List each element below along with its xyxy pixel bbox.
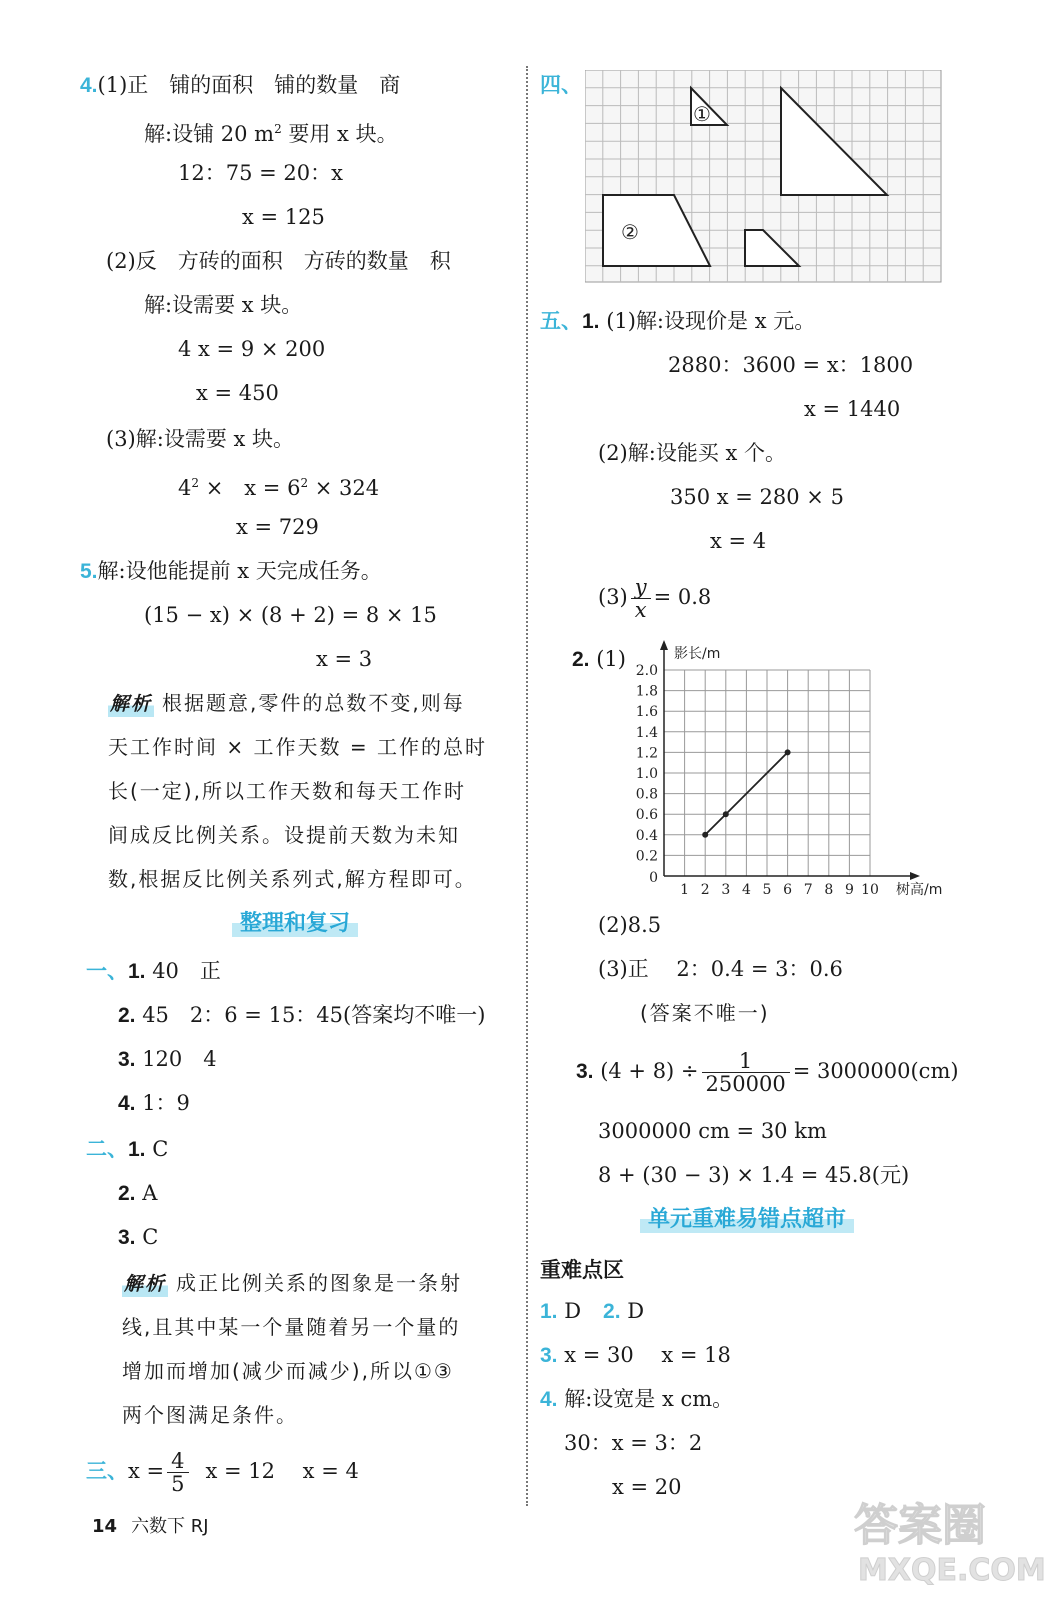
q4-part3-equation [178, 470, 379, 501]
q4-part2-equation: 4 x = 9 × 200 [178, 337, 326, 361]
key-q1-number: 1. [540, 1300, 558, 1323]
data-point [723, 811, 729, 817]
sec1-item3-text: 120 4 [135, 1047, 217, 1071]
key-q2-answer: D [620, 1299, 645, 1323]
origin-label: 0 [649, 870, 658, 886]
sec5-q3-number: 3. [576, 1060, 594, 1083]
sec5-q3-line2: 3000000 cm = 30 km [598, 1119, 827, 1143]
sec3-line [86, 1448, 359, 1495]
shadow-length-chart [620, 640, 960, 900]
triangle-1-label: ① [693, 102, 711, 126]
key-area-line1 [540, 1298, 644, 1325]
sec1-item2-text: 45 2：6 = 15：45(答案均不唯一) [135, 1003, 486, 1027]
review-section-title: 整理和复习 [232, 906, 358, 937]
q5-setup-text: 解:设他能提前 x 天完成任务。 [97, 559, 382, 583]
sec2-item2-num: 2. [118, 1182, 136, 1205]
sec3-a: x = [128, 1459, 165, 1483]
y-axis-arrow [660, 640, 668, 650]
x-tick-label: 3 [721, 882, 731, 898]
jiexi1-tag: 解析 [110, 693, 153, 715]
sec1-item3-num: 3. [118, 1048, 136, 1071]
sec5-q3-line3: 8 + (30 − 3) × 1.4 = 45.8(元) [598, 1163, 910, 1187]
x-tick-label: 10 [861, 882, 879, 898]
q4-part3-eq-sup2: 2 [300, 476, 309, 490]
y-tick-label: 0.6 [635, 807, 658, 824]
q4-part1-text: (1)正 铺的面积 铺的数量 商 [97, 73, 401, 97]
sec4-number [540, 72, 582, 99]
key-area-line3 [540, 1386, 733, 1413]
sec5-q1-part1-setup: (1)解:设现价是 x 元。 [599, 309, 816, 333]
sec5-q1-part2-setup: (2)解:设能买 x 个。 [598, 441, 787, 465]
q4-part3-eq-c: × x = 6 [199, 476, 301, 500]
q4-part3-answer: x = 729 [236, 515, 319, 539]
sec5-q3-frac-num: 1 [702, 1050, 790, 1073]
sec3-b: x = 12 x = 4 [205, 1459, 359, 1483]
column-divider [526, 66, 528, 1506]
sec5-q1-number: 1. [582, 310, 600, 333]
watermark-text1: 答案圈 [854, 1500, 986, 1551]
y-tick-label: 1.4 [635, 724, 658, 741]
jiexi1-line4: 间成反比例关系。设提前天数为未知 [108, 823, 460, 847]
sec5-q2-part3: (3)正 2：0.4 = 3：0.6 [598, 957, 843, 981]
jiexi2-line4: 两个图满足条件。 [122, 1403, 298, 1427]
y-tick-label: 1.2 [635, 745, 658, 762]
q4-part1-setup-b: 要用 x 块。 [281, 122, 398, 146]
key-q3-answer: x = 30 x = 18 [557, 1343, 731, 1367]
q4-part3-setup: (3)解:设需要 x 块。 [106, 427, 295, 451]
y-tick-label: 1.8 [635, 683, 658, 700]
q4-part1-answer: x = 125 [242, 205, 325, 229]
data-point [785, 749, 791, 755]
watermark-text2: MXQE.COM [858, 1553, 1046, 1588]
q4-part2-answer: x = 450 [196, 381, 279, 405]
sec4-number-text: 四、 [540, 74, 582, 97]
sec2-item2-text: A [135, 1181, 158, 1205]
jiexi2-text1: 成正比例关系的图象是一条射 [176, 1271, 463, 1295]
sec5-q3-a: (4 + 8) ÷ [593, 1059, 699, 1083]
sec5-q3-fraction [702, 1050, 790, 1095]
y-tick-label: 0.2 [635, 848, 658, 865]
x-tick-label: 7 [803, 882, 813, 898]
unit-section-title: 单元重难易错点超市 [640, 1202, 854, 1233]
sec5-q3-b: = 3000000(cm) [792, 1059, 959, 1083]
y-tick-label: 1.0 [635, 766, 658, 782]
sec5-q1-part2-answer: x = 4 [710, 529, 767, 553]
sec1-item1-text: 40 正 [145, 959, 221, 983]
q4-part3-eq-sup1: 2 [191, 476, 200, 490]
sec2-item2 [118, 1180, 157, 1207]
sec2-item3 [118, 1224, 158, 1251]
q4-part1 [80, 72, 400, 99]
q4-part3-eq-e: × 324 [308, 476, 380, 500]
y-tick-label: 0.4 [635, 827, 658, 844]
sec5-q3-frac-den: 250000 [705, 1072, 786, 1096]
sec1-number: 一、 [86, 960, 128, 983]
jiexi2-line3: 增加而增加(减少而减少),所以①③ [122, 1359, 454, 1383]
sec2-item1-num: 1. [128, 1138, 146, 1161]
sec5-q2-number: 2. [572, 648, 590, 671]
sec5-q1-part3 [598, 574, 711, 621]
sec5-q1-part3-label: (3) [598, 585, 628, 609]
jiexi2-line1 [122, 1270, 462, 1297]
q4-number: 4. [80, 74, 98, 97]
q5-number: 5. [80, 560, 98, 583]
jiexi1-text1: 根据题意,零件的总数不变,则每 [162, 691, 465, 715]
sec3-fraction [167, 1450, 188, 1495]
page-number: 14 [92, 1516, 118, 1537]
sec5-q1-part3-den: x [634, 598, 647, 622]
q5-equation: (15 − x) × (8 + 2) = 8 × 15 [144, 603, 437, 627]
q4-part1-setup-a: 解:设铺 20 m [144, 122, 275, 146]
sec1-item2-num: 2. [118, 1004, 136, 1027]
y-tick-label: 2.0 [635, 663, 658, 679]
y-tick-label: 0.8 [635, 786, 658, 803]
sec1-item2 [118, 1002, 485, 1029]
q4-part2-setup: 解:设需要 x 块。 [144, 293, 303, 317]
data-point [702, 832, 708, 838]
q4-part3-eq-a: 4 [178, 476, 192, 500]
sec1-item1 [86, 958, 221, 985]
shape-grid [585, 70, 945, 284]
q5-answer: x = 3 [316, 647, 373, 671]
y-tick-label: 1.6 [635, 704, 658, 721]
q4-part1-equation: 12：75 = 20：x [178, 161, 343, 185]
sec5-q2-part2: (2)8.5 [598, 913, 662, 937]
key-q2-number: 2. [603, 1300, 621, 1323]
sec5-number: 五、 [540, 310, 582, 333]
q4-part1-setup [144, 116, 398, 147]
x-axis-label: 树高/m [896, 882, 943, 898]
sec3-number: 三、 [86, 1460, 128, 1483]
sec5-q1-part1 [540, 308, 815, 335]
sec5-q1-part1-equation: 2880：3600 = x：1800 [668, 353, 914, 377]
sec2-item1-text: C [145, 1137, 169, 1161]
x-tick-label: 8 [824, 882, 834, 898]
x-tick-label: 6 [783, 882, 793, 898]
key-area-line4: 30：x = 3：2 [564, 1431, 703, 1455]
page-footer [92, 1512, 209, 1538]
sec3-frac-num: 4 [167, 1450, 188, 1473]
sec5-q1-part3-num: y [631, 576, 651, 599]
sec5-q1-part3-rest: = 0.8 [653, 585, 712, 609]
sec5-q2-note: (答案不唯一) [640, 1001, 770, 1025]
q5-setup [80, 558, 382, 585]
sec5-q1-part2-equation: 350 x = 280 × 5 [670, 485, 844, 509]
key-area-line5: x = 20 [612, 1475, 682, 1499]
sec2-item3-text: C [135, 1225, 159, 1249]
sec3-frac-den: 5 [171, 1472, 185, 1496]
book-label: 六数下 RJ [131, 1516, 209, 1537]
jiexi1-line3: 长(一定),所以工作天数和每天工作时 [108, 779, 466, 803]
watermark-logo [848, 1488, 1048, 1588]
jiexi1-line1 [108, 690, 465, 717]
key-area-title: 重难点区 [540, 1258, 624, 1282]
key-q3-number: 3. [540, 1344, 558, 1367]
key-q1-answer: D [557, 1299, 582, 1323]
key-q4-setup: 解:设宽是 x cm。 [557, 1387, 734, 1411]
sec1-item3 [118, 1046, 217, 1073]
x-tick-label: 9 [844, 882, 854, 898]
key-q4-number: 4. [540, 1388, 558, 1411]
x-tick-label: 1 [680, 882, 690, 898]
sec1-item4 [118, 1090, 190, 1117]
jiexi2-tag: 解析 [124, 1273, 167, 1295]
x-tick-label: 5 [762, 882, 772, 898]
q4-part1-setup-sup: 2 [274, 122, 282, 136]
y-axis-label: 影长/m [674, 646, 721, 662]
sec2-item1 [86, 1136, 168, 1163]
sec2-number: 二、 [86, 1138, 128, 1161]
sec1-item4-text: 1：9 [135, 1091, 190, 1115]
q4-part2: (2)反 方砖的面积 方砖的数量 积 [106, 249, 451, 273]
x-tick-label: 2 [700, 882, 710, 898]
sec5-q1-part1-answer: x = 1440 [804, 397, 901, 421]
jiexi1-line2: 天工作时间 × 工作天数 = 工作的总时 [108, 735, 487, 759]
sec5-q3-line1 [576, 1046, 959, 1097]
jiexi2-line2: 线,且其中某一个量随着另一个量的 [122, 1315, 461, 1339]
x-axis-arrow [910, 872, 920, 880]
x-tick-label: 4 [741, 882, 751, 898]
sec1-item1-num: 1. [128, 960, 146, 983]
sec5-q2-part1 [572, 646, 626, 673]
sec5-q1-part3-fraction [631, 576, 651, 621]
sec5-q2-part1-label: (1) [589, 647, 626, 671]
sec1-item4-num: 4. [118, 1092, 136, 1115]
sec2-item3-num: 3. [118, 1226, 136, 1249]
key-area-line2 [540, 1342, 731, 1369]
trapezoid-2-label: ② [621, 220, 639, 244]
jiexi1-line5: 数,根据反比例关系列式,解方程即可。 [108, 867, 477, 891]
